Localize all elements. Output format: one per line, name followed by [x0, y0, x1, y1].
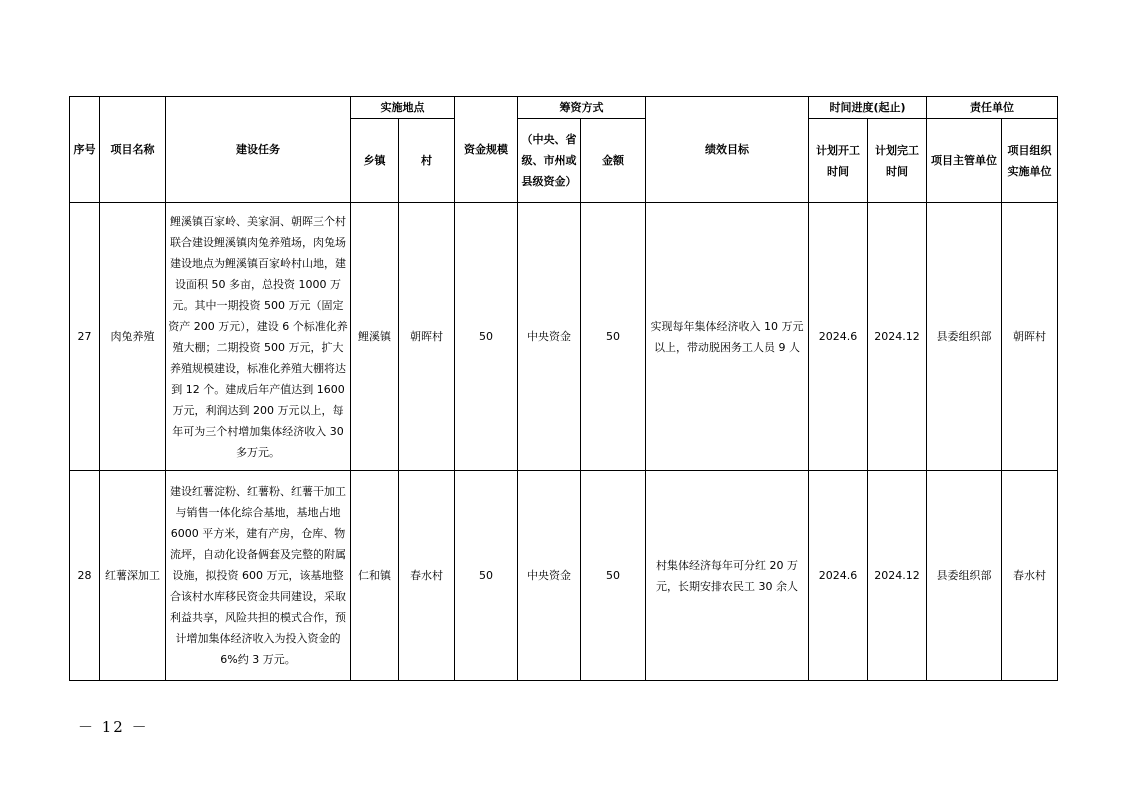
row-task: 建设红薯淀粉、红薯粉、红薯干加工与销售一体化综合基地，基地占地 6000 平方米，建有产房，仓库、物流坪，自动化设备俩套及完整的附属设施，拟投资 600 万元，该基地整合该村水库移民资金共同建设，采取利益共享，风险共担的模式合作，预计增加集体经济收入为投入资金的 6%约 3 万元。: [166, 471, 351, 681]
row-name: 肉兔养殖: [100, 203, 166, 471]
row-scale: 50: [455, 471, 518, 681]
header-end: 计划完工时间: [868, 119, 927, 203]
header-group-location: 实施地点: [351, 97, 455, 119]
row-scale: 50: [455, 203, 518, 471]
header-town: 乡镇: [351, 119, 399, 203]
header-source: （中央、省级、市州或县级资金）: [518, 119, 581, 203]
header-scale: 资金规模: [455, 97, 518, 203]
page-number: － 12 －: [78, 718, 149, 736]
header-group-resp: 责任单位: [927, 97, 1058, 119]
header-name: 项目名称: [100, 97, 166, 203]
header-group-funding: 筹资方式: [518, 97, 646, 119]
row-end: 2024.12: [868, 471, 927, 681]
row-amount: 50: [581, 471, 646, 681]
table-row: [70, 203, 1058, 471]
row-source: 中央资金: [518, 471, 581, 681]
row-village: 春水村: [399, 471, 455, 681]
header-task: 建设任务: [166, 97, 351, 203]
row-amount: 50: [581, 203, 646, 471]
row-impl: 春水村: [1002, 471, 1058, 681]
row-name: 红薯深加工: [100, 471, 166, 681]
row-town: 鲤溪镇: [351, 203, 399, 471]
header-group-time: 时间进度(起止): [809, 97, 927, 119]
project-table: [69, 96, 1058, 681]
table-row: [70, 471, 1058, 681]
row-village: 朝晖村: [399, 203, 455, 471]
row-task: 鲤溪镇百家岭、美家洞、朝晖三个村联合建设鲤溪镇肉兔养殖场，肉兔场建设地点为鲤溪镇百家岭村山地，建设面积 50 多亩，总投资 1000 万元。其中一期投资 500 万元（固定资产 200 万元），建设 6 个标准化养殖大棚；二期投资 500 万元，扩大养殖规模建设，标准化养殖大棚将达到 12 个。建成后年产值达到 1600 万元，利润达到 200 万元以上，每年可为三个村增加集体经济收入 30 多万元。: [166, 203, 351, 471]
row-seq: 28: [70, 471, 100, 681]
row-goal: 村集体经济每年可分红 20 万元，长期安排农民工 30 余人: [646, 471, 809, 681]
header-dept: 项目主管单位: [927, 119, 1002, 203]
row-dept: 县委组织部: [927, 203, 1002, 471]
row-impl: 朝晖村: [1002, 203, 1058, 471]
header-amount: 金额: [581, 119, 646, 203]
header-village: 村: [399, 119, 455, 203]
row-seq: 27: [70, 203, 100, 471]
header-impl: 项目组织实施单位: [1002, 119, 1058, 203]
row-source: 中央资金: [518, 203, 581, 471]
row-goal: 实现每年集体经济收入 10 万元以上，带动脱困务工人员 9 人: [646, 203, 809, 471]
row-end: 2024.12: [868, 203, 927, 471]
header-row-1: [70, 97, 1058, 119]
header-goal: 绩效目标: [646, 97, 809, 203]
row-start: 2024.6: [809, 203, 868, 471]
header-seq: 序号: [70, 97, 100, 203]
header-start: 计划开工时间: [809, 119, 868, 203]
row-start: 2024.6: [809, 471, 868, 681]
row-town: 仁和镇: [351, 471, 399, 681]
row-dept: 县委组织部: [927, 471, 1002, 681]
